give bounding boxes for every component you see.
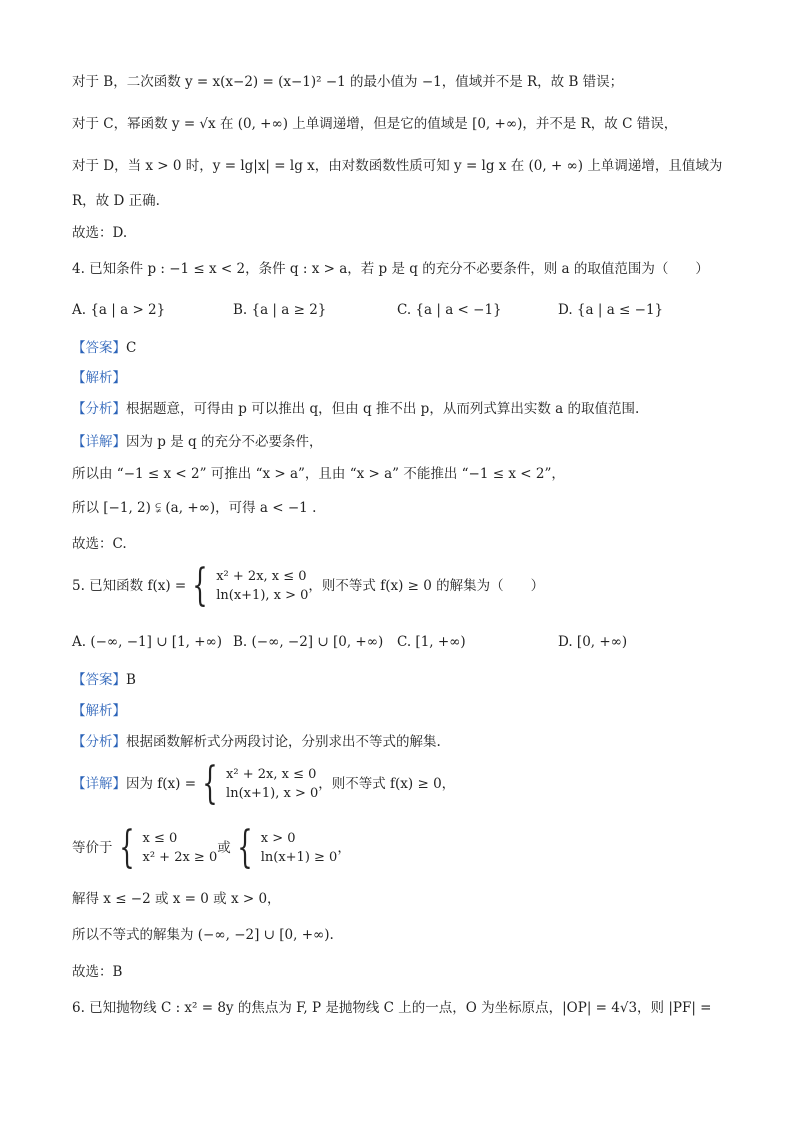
brace-glyph: { <box>202 758 218 809</box>
q5-answer: 【答案】B <box>72 672 136 688</box>
q5-option-d: D. [0, +∞) <box>558 634 628 650</box>
text-line: 所以不等式的解集为 (−∞, −2] ∪ [0, +∞). <box>72 927 334 943</box>
q4-xiangjie: 【详解】因为 p 是 q 的充分不必要条件， <box>72 434 323 450</box>
q5-option-c: C. [1, +∞) <box>397 634 466 650</box>
answer-tag: 【答案】 <box>72 672 126 688</box>
piecewise-cases: x² + 2x, x ≤ 0 ln(x+1), x > 0 <box>216 569 309 603</box>
q5-option-b: B. (−∞, −2] ∪ [0, +∞) <box>233 634 384 650</box>
q5-fenxi: 【分析】根据函数解析式分两段讨论，分别求出不等式的解集. <box>72 734 441 750</box>
system-a: x ≤ 0 x² + 2x ≥ 0 <box>142 831 218 865</box>
q5-equivalent-system: 等价于 { x ≤ 0 x² + 2x ≥ 0 或 { x > 0 ln(x+1) ≥ 0 ， <box>72 822 351 873</box>
text-line: 对于 B，二次函数 y = x(x−2) = (x−1)² −1 的最小值为 −1，值域并不是 R，故 B 错误； <box>72 74 624 90</box>
text-line: 对于 C，幂函数 y = √x 在 (0, +∞) 上单调递增，但是它的值域是 [0, +∞)，并不是 R，故 C 错误， <box>72 116 678 132</box>
xiangjie-tag: 【详解】 <box>72 776 126 792</box>
brace-glyph: { <box>118 822 135 873</box>
question-5: 5. 已知函数 f(x) = { x² + 2x, x ≤ 0 ln(x+1), x > 0 ，则不等式 f(x) ≥ 0 的解集为（ ） <box>72 560 545 611</box>
q4-option-a: A. {a | a > 2} <box>72 302 166 318</box>
q5-analysis-tag: 【解析】 <box>72 703 126 719</box>
xiangjie-tag: 【详解】 <box>72 434 126 450</box>
answer-tag: 【答案】 <box>72 340 126 356</box>
q5-xiangjie: 【详解】 因为 f(x) = { x² + 2x, x ≤ 0 ln(x+1), x > 0 ，则不等式 f(x) ≥ 0， <box>72 758 456 809</box>
q5-option-a: A. (−∞, −1] ∪ [1, +∞) <box>72 634 223 650</box>
text-line: 故选：D. <box>72 225 128 241</box>
text-line: 故选：C. <box>72 536 127 552</box>
question-4: 4. 已知条件 p : −1 ≤ x < 2，条件 q : x > a，若 p 是 q 的充分不必要条件，则 a 的取值范围为（ ） <box>72 261 709 277</box>
text-line: 所以 [−1, 2) ⫋ (a, +∞)，可得 a < −1 . <box>72 500 317 516</box>
text-line: 解得 x ≤ −2 或 x = 0 或 x > 0， <box>72 891 281 907</box>
text-line: 对于 D，当 x > 0 时，y = lg|x| = lg x，由对数函数性质可知 y = lg x 在 (0, + ∞) 上单调递增，且值域为 <box>72 158 723 174</box>
q4-option-b: B. {a | a ≥ 2} <box>233 302 327 318</box>
text-line: 所以由 “−1 ≤ x < 2” 可推出 “x > a”，且由 “x > a” 不能推出 “−1 ≤ x < 2”， <box>72 466 565 482</box>
q4-option-c: C. {a | a < −1} <box>397 302 502 318</box>
q4-analysis-tag: 【解析】 <box>72 370 126 386</box>
brace-glyph: { <box>237 822 253 873</box>
fenxi-tag: 【分析】 <box>72 734 126 750</box>
q4-fenxi: 【分析】根据题意，可得由 p 可以推出 q，但由 q 推不出 p，从而列式算出实数 a 的取值范围. <box>72 401 640 417</box>
system-b: x > 0 ln(x+1) ≥ 0 <box>260 831 338 865</box>
fenxi-tag: 【分析】 <box>72 401 126 417</box>
question-6: 6. 已知抛物线 C : x² = 8y 的焦点为 F, P 是抛物线 C 上的一点，O 为坐标原点，|OP| = 4√3，则 |PF| = <box>72 1000 712 1016</box>
text-line: 故选：B <box>72 964 123 980</box>
piecewise-cases: x² + 2x, x ≤ 0 ln(x+1), x > 0 <box>226 767 319 801</box>
q4-answer: 【答案】C <box>72 340 137 356</box>
q4-option-d: D. {a | a ≤ −1} <box>558 302 664 318</box>
text-line: R，故 D 正确. <box>72 193 160 209</box>
brace-glyph: { <box>192 560 208 611</box>
